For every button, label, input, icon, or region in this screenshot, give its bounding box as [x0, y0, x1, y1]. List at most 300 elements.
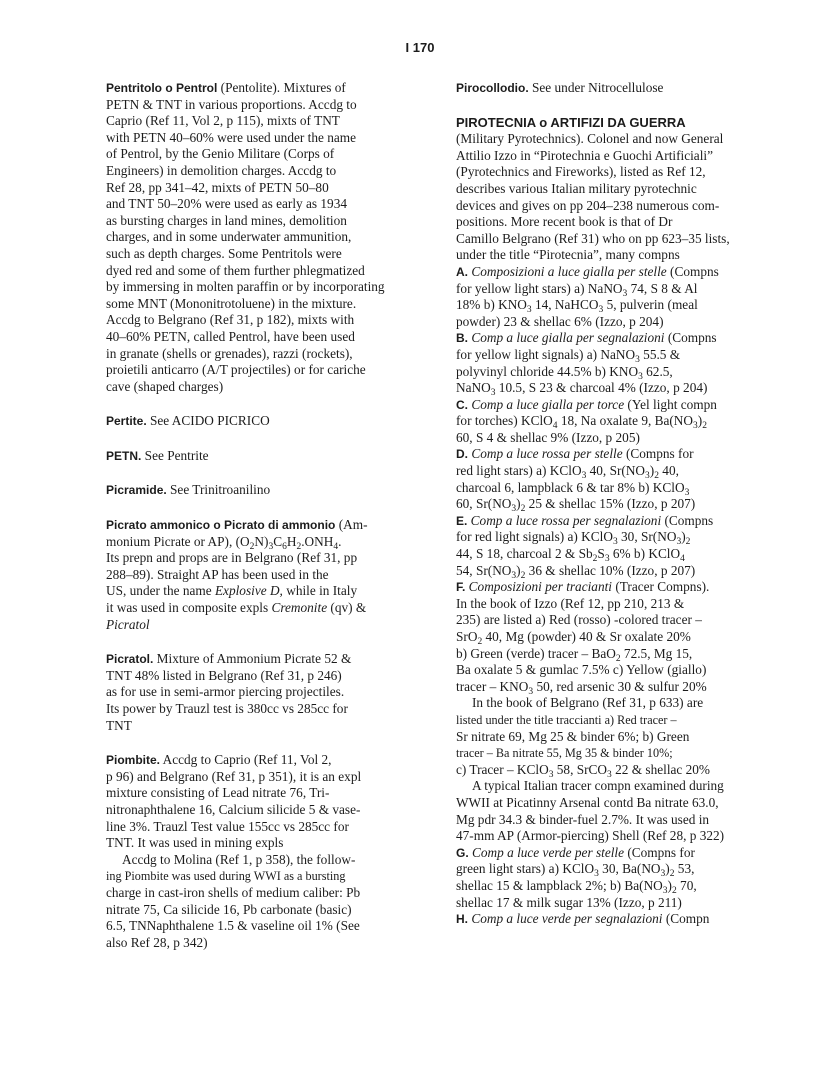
- text-line: [106, 263, 436, 280]
- entry-term: B.: [456, 331, 468, 346]
- text-run: (Pyrotechnics and Fireworks), listed as Ref 12,: [456, 164, 706, 180]
- text-run: Its prepn and props are in Belgrano (Ref 31, pp: [106, 550, 358, 566]
- text-line: [456, 164, 776, 181]
- text-line: [456, 662, 776, 679]
- text-line: [456, 231, 776, 248]
- text-run: describes various Italian military pyrotechnic: [456, 180, 697, 196]
- text-run: (Pentolite). Mixtures of: [217, 80, 346, 95]
- text-line: [106, 852, 436, 869]
- text-run: while in Italy: [282, 583, 358, 599]
- text-run: Composizioni a luce gialla per stelle: [471, 263, 667, 279]
- text-run: See Pentrite: [141, 447, 209, 463]
- text-line: [106, 180, 436, 197]
- text-line: [106, 113, 436, 130]
- text-line: [456, 264, 776, 281]
- text-run: (Compn: [662, 911, 710, 927]
- text-run: TNT. It was used in mining expls: [106, 835, 284, 851]
- text-run: it was used in composite expls: [106, 600, 272, 616]
- text-run: positions. More recent book is that of Dr: [456, 214, 673, 230]
- text-line: [456, 596, 776, 613]
- entry-petn: [106, 448, 436, 465]
- text-run: red light stars) a) KClO: [456, 463, 582, 479]
- text-line: [106, 196, 436, 213]
- text-run: See ACIDO PICRICO: [146, 413, 270, 429]
- text-run: 60, Sr(NO: [456, 496, 512, 512]
- text-run: (Compns: [666, 263, 719, 279]
- text-line: [106, 802, 436, 819]
- text-run: for torches) KClO: [456, 413, 553, 429]
- text-line: [456, 845, 776, 862]
- text-line: [106, 312, 436, 329]
- subscript: 3: [581, 471, 587, 482]
- subscript: 3: [635, 354, 640, 365]
- text-run: Comp a luce rossa per stelle: [471, 446, 623, 462]
- text-run: Explosive D,: [214, 583, 283, 599]
- entry-piombite: [106, 752, 436, 951]
- text-line: [106, 701, 436, 718]
- subscript: 3: [676, 537, 682, 548]
- text-line: [456, 745, 776, 762]
- text-run: by immersing in molten paraffin or by incorporating: [106, 279, 385, 295]
- entry-term: PIROTECNIA o ARTIFIZI DA GUERRA: [456, 114, 686, 130]
- text-run: of Pentrol, by the Genio Militare (Corps of: [106, 146, 335, 162]
- text-run: See under Nitrocellulose: [528, 80, 664, 95]
- subscript: 2: [520, 570, 526, 581]
- subscript: 3: [622, 288, 628, 299]
- text-run: ): [516, 496, 521, 512]
- subscript: 3: [660, 869, 666, 880]
- text-line: [456, 463, 776, 480]
- subscript: 2: [477, 637, 483, 647]
- entry-term: Picratol.: [106, 652, 154, 667]
- text-run: Cremonite: [271, 600, 328, 616]
- text-line: [456, 529, 776, 546]
- text-run: C: [273, 533, 283, 549]
- text-run: 54, Sr(NO: [456, 562, 512, 578]
- text-run: tracer – Ba nitrate 55, Mg 35 & binder 10%;: [456, 746, 673, 761]
- text-line: [456, 712, 776, 729]
- text-line: [456, 413, 776, 430]
- subscript: 2: [520, 504, 526, 515]
- text-run: under the title “Pirotecnia”, many compns: [456, 247, 680, 263]
- text-run: 55.5 &: [639, 346, 681, 362]
- text-run: for yellow light stars) a) NaNO: [456, 280, 623, 296]
- text-line: [456, 314, 776, 331]
- text-line: [106, 651, 436, 668]
- text-run: ing Piombite was used during WWI as a bursting: [106, 869, 346, 884]
- entry-term: PETN.: [106, 448, 142, 463]
- text-run: In the book of Izzo (Ref 12, pp 210, 213 &: [456, 595, 685, 611]
- text-run: with PETN 40–60% were used under the name: [106, 129, 356, 145]
- text-run: ): [665, 861, 670, 877]
- text-run: (Yel light compn: [624, 396, 717, 412]
- text-line: [106, 718, 436, 735]
- text-line: [456, 695, 776, 712]
- text-line: [106, 413, 436, 430]
- subscript: 2: [592, 554, 598, 565]
- text-run: ): [516, 562, 521, 578]
- text-run: ): [681, 529, 686, 545]
- entry-term: Picramide.: [106, 483, 167, 498]
- text-run: Mixture of Ammonium Picrate 52 &: [153, 651, 352, 667]
- text-run: charcoal 6, lampblack 6 & tar 8% b) KClO: [456, 479, 685, 495]
- subscript: 2: [702, 421, 707, 432]
- text-run: line 3%. Trauzl Test value 155cc vs 285cc for: [106, 818, 349, 834]
- text-line: [106, 819, 436, 836]
- text-run: (Compns for: [622, 446, 694, 462]
- subscript: 4: [552, 421, 558, 432]
- text-line: [106, 296, 436, 313]
- text-run: 18% b) KNO: [456, 297, 527, 313]
- text-run: Accdg to Molina (Ref 1, p 358), the follow-: [122, 851, 356, 867]
- text-line: [106, 534, 436, 551]
- text-line: [456, 330, 776, 347]
- text-run: c) Tracer – KClO: [456, 761, 549, 777]
- text-run: charge in cast-iron shells of medium caliber: Pb: [106, 884, 361, 900]
- text-line: [106, 583, 436, 600]
- subscript: 3: [548, 769, 554, 780]
- text-run: (Military Pyrotechnics). Colonel and now General: [456, 131, 724, 147]
- subscript: 3: [693, 421, 698, 432]
- text-run: 235) are listed a) Red (rosso) -colored tracer –: [456, 612, 702, 628]
- entry-term: Pentritolo o Pentrol: [106, 81, 218, 95]
- text-line: [456, 480, 776, 497]
- text-run: cave (shaped charges): [106, 378, 224, 394]
- text-line: [456, 911, 776, 928]
- entry-term: G.: [456, 845, 469, 860]
- text-line: [456, 795, 776, 812]
- text-line: [106, 902, 436, 919]
- text-line: [106, 752, 436, 769]
- text-line: [456, 281, 776, 298]
- entry-term: Pertite.: [106, 414, 147, 429]
- text-run: ): [667, 877, 672, 893]
- text-run: NaNO: [456, 380, 491, 396]
- subscript: 3: [511, 504, 517, 515]
- text-run: TNT: [106, 717, 132, 733]
- subscript: 3: [607, 769, 612, 780]
- text-run: 72.5, Mg 15,: [620, 645, 693, 661]
- subscript: 3: [612, 537, 618, 548]
- text-run: SrO: [456, 629, 478, 644]
- text-run: Picratol: [106, 616, 150, 632]
- text-run: 53,: [674, 861, 695, 877]
- text-line: [456, 729, 776, 746]
- text-run: shellac 17 & milk sugar 13% (Izzo, p 211): [456, 894, 682, 910]
- text-line: [106, 130, 436, 147]
- text-line: [106, 567, 436, 584]
- text-line: [456, 430, 776, 447]
- entry-picratol: [106, 651, 436, 734]
- text-run: 30, Sr(NO: [617, 529, 677, 545]
- subscript: 2: [296, 541, 302, 552]
- text-line: [106, 785, 436, 802]
- text-run: Camillo Belgrano (Ref 31) who on pp 623–35 lists,: [456, 230, 730, 246]
- text-line: [456, 380, 776, 397]
- subscript: 3: [684, 487, 690, 498]
- text-run: green light stars) a) KClO: [456, 861, 595, 877]
- text-run: in granate (shells or grenades), razzi (rockets),: [106, 345, 353, 361]
- text-run: TNT 48% listed in Belgrano (Ref 31, p 246): [106, 667, 342, 683]
- text-line: [456, 579, 776, 596]
- text-run: powder) 23 & shellac 6% (Izzo, p 204): [456, 313, 664, 329]
- text-run: devices and gives on pp 204–238 numerous com-: [456, 197, 720, 213]
- text-line: [106, 448, 436, 465]
- text-run: 22 & shellac 20%: [611, 761, 711, 777]
- text-run: H: [286, 533, 297, 549]
- text-line: [456, 513, 776, 530]
- text-run: 25 & shellac 15% (Izzo, p 207): [525, 496, 696, 512]
- text-line: [106, 600, 436, 617]
- text-run: dyed red and some of them further phlegmatized: [106, 262, 365, 278]
- text-run: Its power by Trauzl test is 380cc vs 285cc for: [106, 701, 348, 716]
- text-line: [456, 546, 776, 563]
- text-run: 50, red arsenic 30 & sulfur 20%: [533, 678, 707, 694]
- text-line: [106, 835, 436, 852]
- text-line: [106, 868, 436, 885]
- text-run: 14, NaHCO: [531, 297, 599, 313]
- text-line: [106, 918, 436, 935]
- text-run: 40, Mg (powder) 40 & Sr oxalate 20%: [482, 629, 691, 644]
- text-run: .: [338, 533, 342, 549]
- text-run: shellac 15 & lampblack 2%; b) Ba(NO: [456, 877, 663, 893]
- subscript: 4: [680, 554, 685, 565]
- text-run: 70,: [676, 877, 697, 893]
- text-run: 47-mm AP (Armor-piercing) Shell (Ref 28, p 322): [456, 828, 725, 844]
- text-run: Ref 28, pp 341–42, mixts of PETN 50–80: [106, 179, 329, 195]
- subscript: 2: [671, 885, 677, 896]
- text-run: US, under the name: [106, 583, 215, 599]
- text-line: [106, 379, 436, 396]
- entry-term: C.: [456, 397, 468, 412]
- text-run: tracer – KNO: [456, 678, 529, 694]
- text-line: [456, 364, 776, 381]
- text-run: as for use in semi-armor piercing projectiles.: [106, 684, 345, 700]
- text-run: (Compns for: [624, 844, 695, 860]
- text-run: proietili anticarro (A/T projectiles) or for cariche: [106, 362, 366, 378]
- text-run: b) Green (verde) tracer – BaO: [456, 645, 616, 661]
- subscript: 3: [662, 885, 668, 896]
- text-line: [456, 679, 776, 696]
- text-run: 40, Sr(NO: [586, 463, 646, 479]
- text-line: [106, 885, 436, 902]
- text-line: [106, 246, 436, 263]
- text-run: See Trinitroanilino: [166, 482, 271, 498]
- text-line: [106, 163, 436, 180]
- entry-picramide: [106, 482, 436, 499]
- text-run: N): [254, 533, 269, 549]
- text-run: Composizioni per tracianti: [468, 579, 612, 595]
- text-line: [456, 131, 776, 148]
- subscript: 2: [249, 541, 255, 552]
- text-run: such as depth charges. Some Pentritols were: [106, 245, 342, 261]
- text-run: nitronaphthalene 16, Calcium silicide 5 & vase-: [106, 801, 361, 817]
- entry-pirocollodio: [456, 80, 776, 97]
- text-run: Accdg to Belgrano (Ref 31, p 182), mixts with: [106, 312, 355, 328]
- text-line: [456, 895, 776, 912]
- text-run: 6.5, TNNaphthalene 1.5 & vaseline oil 1% (See: [106, 918, 360, 934]
- entry-picrato: [106, 517, 436, 633]
- text-line: [456, 297, 776, 314]
- text-line: [456, 181, 776, 198]
- subscript: 3: [490, 388, 496, 399]
- text-run: Accdg to Caprio (Ref 11, Vol 2,: [160, 752, 332, 768]
- text-line: [456, 778, 776, 795]
- text-line: [456, 812, 776, 829]
- subscript: 3: [526, 305, 532, 316]
- text-run: Comp a luce rossa per segnalazioni: [470, 512, 662, 528]
- subscript: 3: [594, 869, 599, 880]
- subscript: 3: [528, 686, 534, 697]
- text-run: (Am-: [335, 517, 368, 533]
- text-run: 58, SrCO: [553, 761, 608, 777]
- text-line: [456, 347, 776, 364]
- text-line: [456, 115, 776, 132]
- text-run: for yellow light signals) a) NaNO: [456, 346, 636, 362]
- left-column: [106, 80, 436, 969]
- text-run: Comp a luce gialla per segnalazioni: [471, 330, 665, 346]
- text-run: listed under the title traccianti a) Red tracer –: [456, 712, 677, 727]
- text-run: 40,: [658, 463, 679, 479]
- text-line: [456, 612, 776, 629]
- text-line: [456, 446, 776, 463]
- text-line: [106, 482, 436, 499]
- text-run: ): [697, 413, 703, 429]
- subscript: 3: [638, 371, 643, 382]
- subscript: 3: [511, 570, 517, 581]
- subscript: 3: [645, 471, 650, 482]
- text-line: [106, 97, 436, 114]
- text-run: Attilio Izzo in “Pirotechnia e Guochi Artificiali”: [456, 147, 713, 163]
- text-run: and TNT 50–20% were used as early as 1934: [106, 196, 348, 212]
- entry-term: A.: [456, 264, 468, 279]
- text-run: (qv) &: [327, 600, 367, 616]
- text-run: Comp a luce gialla per torce: [471, 396, 625, 412]
- subscript: 6: [282, 541, 287, 552]
- text-run: Comp a luce verde per stelle: [472, 844, 625, 860]
- text-line: [456, 861, 776, 878]
- text-run: PETN & TNT in various proportions. Accdg to: [106, 96, 357, 112]
- text-run: 288–89). Straight AP has been used in the: [106, 566, 329, 582]
- text-line: [106, 769, 436, 786]
- text-run: charges, and in some underwater ammunition,: [106, 229, 352, 245]
- subscript: 2: [615, 653, 621, 664]
- text-run: Ba oxalate 5 & gumlac 7.5% c) Yellow (giallo): [456, 662, 707, 678]
- text-run: In the book of Belgrano (Ref 31, p 633) are: [472, 695, 704, 711]
- text-line: [456, 80, 776, 97]
- text-line: [106, 146, 436, 163]
- right-column: [456, 80, 776, 946]
- text-line: [106, 668, 436, 685]
- text-run: A typical Italian tracer compn examined during: [472, 778, 724, 794]
- subscript: 4: [333, 541, 339, 552]
- text-run: Comp a luce verde per segnalazioni: [471, 911, 663, 927]
- entry-term: Pirocollodio.: [456, 81, 529, 95]
- text-line: [456, 397, 776, 414]
- entry-term: E.: [456, 513, 468, 528]
- text-line: [456, 878, 776, 895]
- text-run: for red light signals) a) KClO: [456, 529, 613, 545]
- text-run: 18, Na oxalate 9, Ba(NO: [557, 413, 694, 429]
- text-line: [456, 148, 776, 165]
- text-run: 5, pulverin (meal: [603, 297, 698, 313]
- subscript: 2: [669, 869, 675, 880]
- subscript: 2: [654, 471, 659, 482]
- text-run: 40–60% PETN, called Pentrol, have been used: [106, 328, 355, 344]
- text-line: [456, 629, 776, 646]
- text-line: [106, 329, 436, 346]
- text-run: (Compns: [664, 330, 717, 346]
- entry-term: F.: [456, 580, 466, 595]
- entry-term: Piombite.: [106, 753, 161, 768]
- text-line: [456, 496, 776, 513]
- text-run: some MNT (Mononitrotoluene) in the mixture.: [106, 295, 357, 311]
- text-run: Sr nitrate 69, Mg 25 & binder 6%; b) Green: [456, 728, 690, 744]
- text-line: [106, 362, 436, 379]
- text-run: Mg pdr 34.3 & binder-fuel 2.7%. It was used in: [456, 811, 710, 827]
- text-run: mixture consisting of Lead nitrate 76, Tri-: [106, 785, 330, 801]
- text-run: WWII at Picatinny Arsenal contd Ba nitrate 63.0,: [456, 794, 719, 810]
- text-run: Engineers) in demolition charges. Accdg to: [106, 162, 337, 178]
- text-line: [456, 828, 776, 845]
- text-run: ): [649, 463, 655, 479]
- text-run: 60, S 4 & shellac 9% (Izzo, p 205): [456, 429, 640, 445]
- text-run: nitrate 75, Ca silicide 16, Pb carbonate (basic): [106, 901, 352, 917]
- text-line: [456, 563, 776, 580]
- text-run: p 96) and Belgrano (Ref 31, p 351), it is an expl: [106, 768, 362, 784]
- text-line: [106, 935, 436, 952]
- text-run: also Ref 28, p 342): [106, 934, 208, 950]
- text-line: [106, 684, 436, 701]
- text-run: as bursting charges in land mines, demolition: [106, 212, 347, 228]
- subscript: 3: [598, 305, 604, 316]
- text-run: 62.5,: [642, 363, 673, 379]
- text-run: Caprio (Ref 11, Vol 2, p 115), mixts of TNT: [106, 113, 340, 129]
- text-line: [456, 247, 776, 264]
- text-line: [456, 762, 776, 779]
- entry-pirotecnia: [456, 115, 776, 928]
- text-line: [106, 517, 436, 534]
- text-run: (Tracer Compns).: [612, 579, 710, 595]
- entry-pentritolo: [106, 80, 436, 395]
- text-line: [106, 550, 436, 567]
- entry-term: Picrato ammonico o Picrato di ammonio: [106, 518, 336, 533]
- text-run: 44, S 18, charcoal 2 & Sb: [456, 546, 593, 562]
- text-line: [106, 279, 436, 296]
- text-run: 6% b) KClO: [609, 546, 681, 562]
- entry-pertite: [106, 413, 436, 430]
- subscript: 2: [685, 537, 691, 548]
- text-run: monium Picrate or AP), (O: [106, 533, 250, 549]
- text-run: 10.5, S 23 & charcoal 4% (Izzo, p 204): [495, 380, 708, 396]
- entry-term: H.: [456, 912, 468, 927]
- text-line: [456, 646, 776, 663]
- subscript: 3: [268, 541, 274, 552]
- text-run: (Compns: [661, 512, 714, 528]
- text-run: polyvinyl chloride 44.5% b) KNO: [456, 363, 639, 379]
- text-run: S: [597, 546, 605, 562]
- text-line: [106, 229, 436, 246]
- text-line: [106, 617, 436, 634]
- page-number: I 170: [405, 40, 435, 55]
- text-run: 36 & shellac 10% (Izzo, p 207): [525, 562, 696, 578]
- text-line: [106, 80, 436, 97]
- text-line: [456, 198, 776, 215]
- text-line: [106, 213, 436, 230]
- text-run: .ONH: [301, 533, 334, 549]
- text-run: 74, S 8 & Al: [627, 280, 698, 296]
- text-run: 30, Ba(NO: [598, 861, 661, 877]
